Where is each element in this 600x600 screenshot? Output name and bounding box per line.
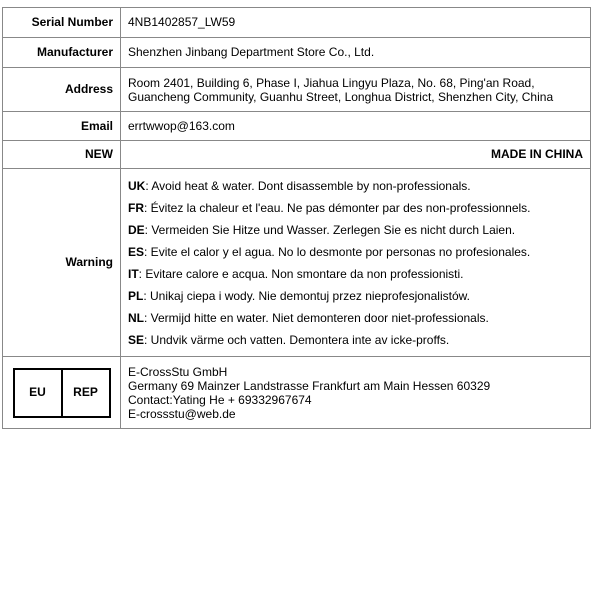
warning-text: : Evitare calore e acqua. Non smontare da non professionisti. bbox=[138, 266, 464, 281]
manufacturer-value: Shenzhen Jinbang Department Store Co., Ltd. bbox=[121, 38, 591, 68]
manufacturer-label: Manufacturer bbox=[3, 38, 121, 68]
warning-item-de bbox=[128, 219, 583, 241]
eu-rep-email: E-crossstu@web.de bbox=[128, 406, 236, 421]
warning-label: Warning bbox=[3, 169, 121, 357]
warning-item-it bbox=[128, 263, 583, 285]
warning-item-nl bbox=[128, 307, 583, 329]
warning-text: : Undvik värme och vatten. Demontera inte av icke-proffs. bbox=[144, 332, 450, 347]
warning-row bbox=[3, 169, 591, 357]
warning-lang-code: PL bbox=[128, 288, 144, 303]
serial-number-row bbox=[3, 8, 591, 38]
warning-lang-code: NL bbox=[128, 310, 144, 325]
warning-item-pl bbox=[128, 285, 583, 307]
origin-row bbox=[3, 141, 591, 169]
manufacturer-row bbox=[3, 38, 591, 68]
eu-rep-badge bbox=[13, 368, 111, 418]
email-row bbox=[3, 112, 591, 141]
address-label: Address bbox=[3, 68, 121, 112]
product-label-table bbox=[2, 7, 591, 429]
eu-rep-badge-rep: REP bbox=[73, 385, 98, 399]
warning-text: : Évitez la chaleur et l'eau. Ne pas démonter par des non-professionnels. bbox=[144, 200, 531, 215]
warning-text: : Vermijd hitte en water. Niet demonteren door niet-professionals. bbox=[144, 310, 489, 325]
address-line: Room 2401, Building 6, Phase I, Jiahua Lingyu Plaza, No. 68, Ping'an Road, bbox=[128, 75, 535, 90]
email-value: errtwwop@163.com bbox=[121, 112, 591, 141]
warning-item-se bbox=[128, 329, 583, 351]
warning-item-es bbox=[128, 241, 583, 263]
warning-item-fr bbox=[128, 197, 583, 219]
warning-lang-code: IT bbox=[128, 266, 139, 281]
eu-rep-badge-eu: EU bbox=[15, 370, 63, 416]
warning-text: : Avoid heat & water. Dont disassemble by non-professionals. bbox=[145, 178, 471, 193]
warning-lang-code: DE bbox=[128, 222, 145, 237]
email-label: Email bbox=[3, 112, 121, 141]
warning-text: : Unikaj ciepa i wody. Nie demontuj przez nieprofesjonalistów. bbox=[143, 288, 470, 303]
eu-rep-details bbox=[121, 357, 591, 429]
serial-number-value: 4NB1402857_LW59 bbox=[121, 8, 591, 38]
eu-rep-company: E-CrossStu GmbH bbox=[128, 364, 228, 379]
eu-rep-contact: Contact:Yating He + 69332967674 bbox=[128, 392, 312, 407]
made-in-china-value: MADE IN CHINA bbox=[121, 141, 591, 169]
warning-lang-code: UK bbox=[128, 178, 146, 193]
warning-list bbox=[121, 169, 591, 357]
serial-number-label: Serial Number bbox=[3, 8, 121, 38]
warning-lang-code: SE bbox=[128, 332, 145, 347]
eu-rep-address: Germany 69 Mainzer Landstrasse Frankfurt am Main Hessen 60329 bbox=[128, 378, 491, 393]
warning-text: : Vermeiden Sie Hitze und Wasser. Zerlegen Sie es nicht durch Laien. bbox=[144, 222, 516, 237]
eu-rep-row bbox=[3, 357, 591, 429]
warning-text: : Evite el calor y el agua. No lo desmonte por personas no profesionales. bbox=[144, 244, 531, 259]
warning-lang-code: FR bbox=[128, 200, 144, 215]
address-line: Guancheng Community, Guanhu Street, Longhua District, Shenzhen City, China bbox=[128, 89, 554, 104]
new-label: NEW bbox=[3, 141, 121, 169]
address-value bbox=[121, 68, 591, 112]
warning-item-uk bbox=[128, 175, 583, 197]
warning-lang-code: ES bbox=[128, 244, 145, 259]
eu-rep-badge-cell bbox=[3, 357, 121, 429]
address-row bbox=[3, 68, 591, 112]
